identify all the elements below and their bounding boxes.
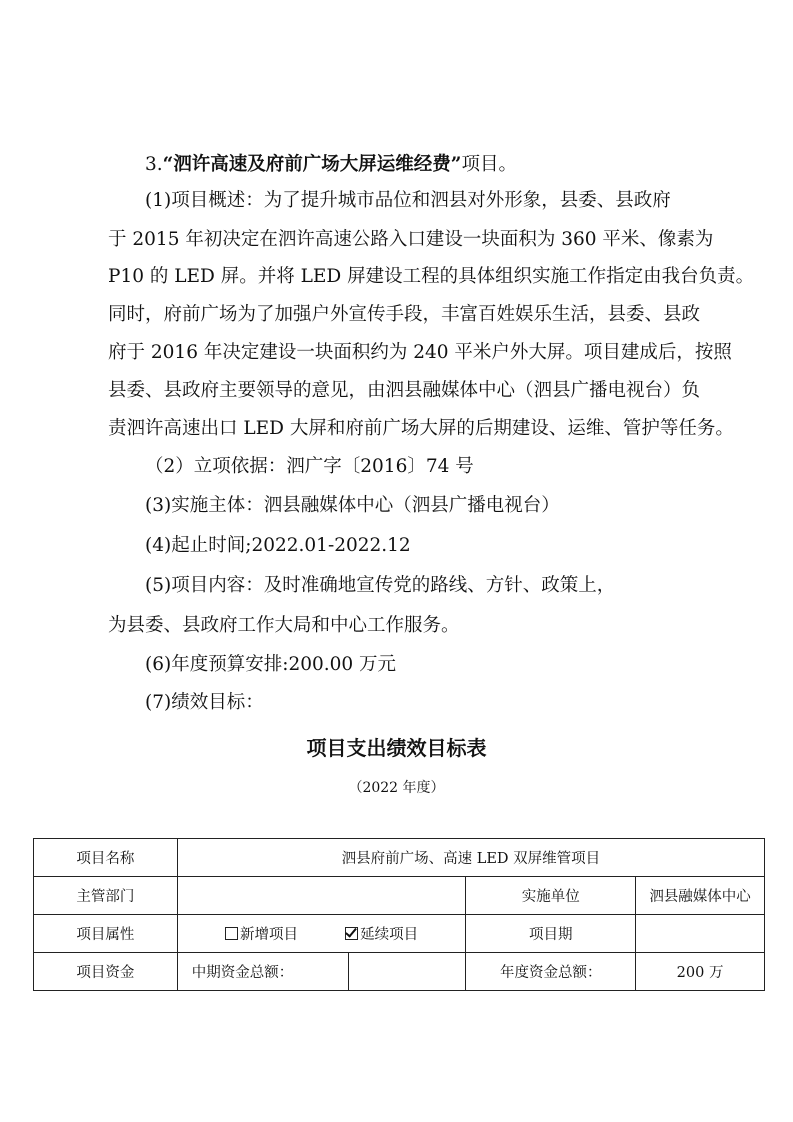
overview-line-6: 县委、县政府主要领导的意见，由泗县融媒体中心（泗县广播电视台）负 — [108, 380, 701, 401]
project-name-label: 项目名称 — [34, 839, 178, 877]
table-subtitle: （2022 年度） — [348, 780, 445, 796]
project-basis: （2）立项依据：泗广字〔2016〕74 号 — [145, 456, 474, 477]
table-title: 项目支出绩效目标表 — [306, 736, 487, 760]
section-title-suffix: 项目。 — [461, 154, 517, 175]
checkbox-unchecked-icon[interactable] — [225, 927, 238, 940]
overview-line-3: P10 的 LED 屏。并将 LED 屏建设工程的具体组织实施工作指定由我台负责。 — [108, 266, 755, 287]
unit-value: 泗县融媒体中心 — [636, 877, 765, 915]
attr-options — [177, 915, 466, 953]
overview-line-5: 府于 2016 年决定建设一块面积约为 240 平米户外大屏。项目建成后，按照 — [108, 342, 732, 363]
table-row — [34, 953, 765, 991]
start-end-period: (4)起止时间;2022.01-2022.12 — [145, 535, 411, 556]
fund-label: 项目资金 — [34, 953, 178, 991]
performance-goals: (7)绩效目标： — [145, 692, 264, 713]
new-project-option[interactable]: 新增项目 — [225, 927, 298, 943]
table-row — [34, 915, 765, 953]
overview-line-1: (1)项目概述：为了提升城市品位和泗县对外形象，县委、县政府 — [145, 190, 671, 211]
performance-table — [33, 838, 765, 991]
project-content-line-1: (5)项目内容：及时准确地宣传党的路线、方针、政策上， — [145, 575, 616, 596]
checkbox-checked-icon[interactable] — [345, 927, 358, 940]
overview-line-4: 同时，府前广场为了加强户外宣传手段，丰富百姓娱乐生活，县委、县政 — [108, 304, 701, 325]
mid-term-fund-label: 中期资金总额： — [177, 953, 348, 991]
unit-label: 实施单位 — [466, 877, 636, 915]
overview-line-2: 于 2015 年初决定在泗许高速公路入口建设一块面积为 360 平米、像素为 — [108, 229, 714, 250]
annual-fund-value: 200 万 — [636, 953, 765, 991]
section-heading — [145, 156, 517, 175]
overview-line-7: 责泗许高速出口 LED 大屏和府前广场大屏的后期建设、运维、管护等任务。 — [108, 418, 734, 439]
continue-project-option[interactable]: 延续项目 — [345, 927, 418, 943]
section-title: “泗许高速及府前广场大屏运维经费” — [162, 154, 462, 175]
table-row — [34, 877, 765, 915]
mid-term-fund-value — [348, 953, 466, 991]
period-label: 项目期 — [466, 915, 636, 953]
dept-value — [177, 877, 466, 915]
annual-fund-label: 年度资金总额： — [466, 953, 636, 991]
period-value — [636, 915, 765, 953]
attr-label: 项目属性 — [34, 915, 178, 953]
project-content-line-2: 为县委、县政府工作大局和中心工作服务。 — [108, 615, 460, 636]
section-number: 3. — [145, 154, 163, 175]
project-name-value: 泗县府前广场、高速 LED 双屏维管项目 — [177, 839, 764, 877]
implementing-subject: (3)实施主体：泗县融媒体中心（泗县广播电视台） — [145, 495, 560, 516]
annual-budget: (6)年度预算安排:200.00 万元 — [145, 654, 397, 675]
dept-label: 主管部门 — [34, 877, 178, 915]
table-row — [34, 839, 765, 877]
